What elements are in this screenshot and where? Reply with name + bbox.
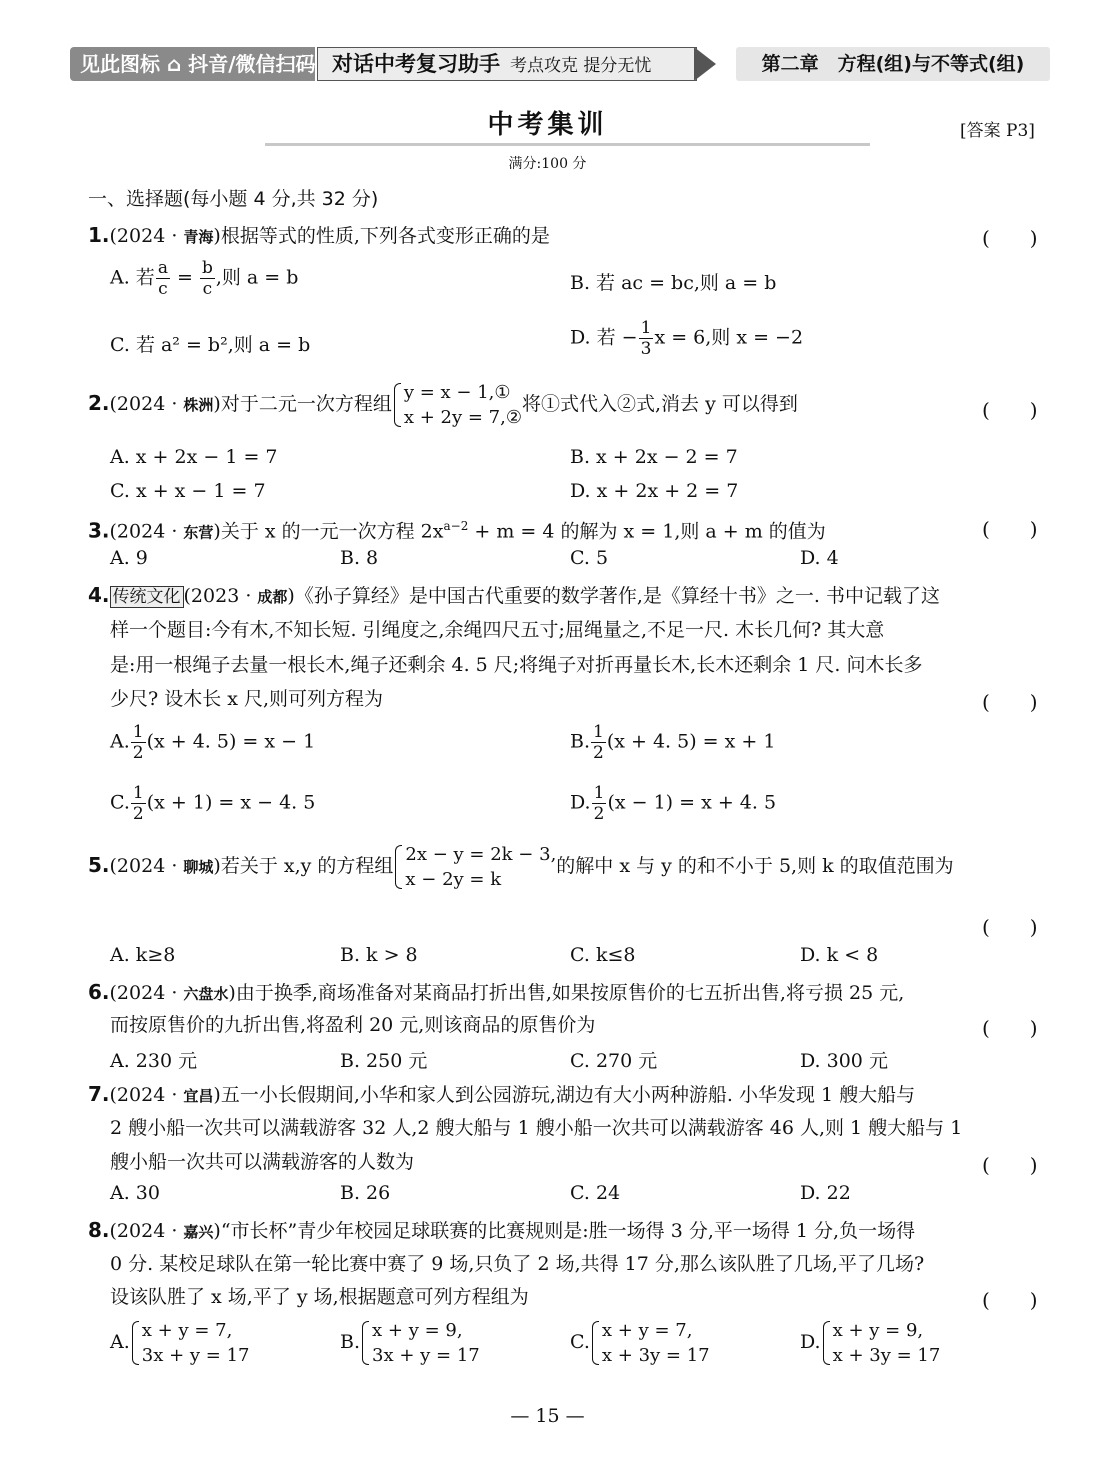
q8-option-d <box>800 1318 940 1368</box>
q6-option-a: A. 230 元 <box>110 1050 198 1072</box>
source: 东营 <box>183 523 214 542</box>
stem-text: )由于换季,商场准备对某商品打折出售,如果按原售价的七五折出售,将亏损 25 元, <box>228 982 905 1004</box>
question-4-line-2: 样一个题目:今有木,不知长短. 引绳度之,余绳四尺五寸;屈绳量之,不足一尺. 木长几何? 其大意 <box>110 619 885 641</box>
q7-option-c: C. 24 <box>570 1182 621 1204</box>
answer-blank: ( ) <box>982 517 1038 541</box>
question-4-line-1 <box>88 582 940 610</box>
equation-system <box>590 1318 710 1368</box>
year: (2024 · <box>109 855 184 877</box>
chapter-title: 第二章 方程(组)与不等式(组) <box>736 47 1050 81</box>
option-label: B. <box>340 1331 361 1353</box>
q4-option-c <box>110 783 315 824</box>
stem-text: 将①式代入②式,消去 y 可以得到 <box>521 393 798 415</box>
numerator: 1 <box>593 783 605 803</box>
answer-reference: [答案 P3] <box>960 121 1035 141</box>
q2-option-a: A. x + 2x − 1 = 7 <box>110 446 278 468</box>
stem-text: )五一小长假期间,小华和家人到公园游玩,湖边有大小两种游船. 小华发现 1 艘大船与 <box>213 1084 916 1106</box>
question-8-line-3: 设该队胜了 x 场,平了 y 场,根据题意可列方程组为 <box>110 1286 529 1308</box>
year: (2024 · <box>109 982 184 1004</box>
source: 青海 <box>183 228 214 246</box>
question-number: 7. <box>88 1082 110 1106</box>
q5-option-a: A. k≥8 <box>110 944 176 966</box>
page-title: 中考集训 <box>487 110 608 140</box>
answer-blank: ( ) <box>982 398 1038 422</box>
q2-option-b: B. x + 2x − 2 = 7 <box>570 446 738 468</box>
denominator: 2 <box>132 804 144 824</box>
q8-option-c <box>570 1318 710 1368</box>
denominator: 2 <box>593 804 605 824</box>
title-underline <box>265 143 870 146</box>
stem-text: )对于二元一次方程组 <box>213 393 392 415</box>
answer-blank: ( ) <box>982 1016 1038 1040</box>
q1-option-c: C. 若 a² = b²,则 a = b <box>110 334 311 356</box>
option-text: (x + 1) = x − 4. 5 <box>146 791 316 814</box>
fraction <box>591 722 606 763</box>
denominator: 3 <box>640 339 652 359</box>
equation: 2x − y = 2k − 3, <box>405 844 557 865</box>
question-6-line-1 <box>88 979 904 1007</box>
stem-text: )根据等式的性质,下列各式变形正确的是 <box>213 225 550 247</box>
option-label: B. <box>570 730 591 753</box>
q8-option-a <box>110 1318 250 1368</box>
year: (2024 · <box>109 1084 184 1106</box>
numerator: 1 <box>132 722 144 742</box>
answer-blank: ( ) <box>982 690 1038 714</box>
q1-option-b: B. 若 ac = bc,则 a = b <box>570 272 777 294</box>
q1-option-d <box>570 318 803 359</box>
equation-system <box>393 842 556 892</box>
option-text: (x − 1) = x + 4. 5 <box>607 791 777 814</box>
question-5-stem <box>88 842 954 892</box>
source: 六盘水 <box>183 985 229 1003</box>
question-6-line-2: 而按原售价的九折出售,将盈利 20 元,则该商品的原售价为 <box>110 1014 596 1036</box>
culture-badge: 传统文化 <box>110 586 184 608</box>
question-1-stem <box>88 222 550 250</box>
option-text: (x + 4. 5) = x − 1 <box>146 730 316 753</box>
option-label: D. <box>570 791 591 814</box>
question-7-line-2: 2 艘小船一次共可以满载游客 32 人,2 艘大船与 1 艘小船一次共可以满载游客 46 人,则 1 艘大船与 1 <box>110 1117 963 1139</box>
q7-option-b: B. 26 <box>340 1182 391 1204</box>
banner-scan-label: 见此图标 ⌂ 抖音/微信扫码 <box>70 47 315 81</box>
question-number: 4. <box>88 583 110 607</box>
q5-option-d: D. k < 8 <box>800 944 879 966</box>
q2-option-d: D. x + 2x + 2 = 7 <box>570 480 739 502</box>
stem-text: )关于 x 的一元一次方程 2x <box>213 520 444 543</box>
question-number: 8. <box>88 1218 110 1242</box>
source: 成都 <box>257 588 288 606</box>
fraction <box>200 258 215 299</box>
equation: x + y = 7, <box>601 1320 693 1341</box>
q3-option-c: C. 5 <box>570 547 609 569</box>
question-8-line-2: 0 分. 某校足球队在第一轮比赛中赛了 9 场,只负了 2 场,共得 17 分,那么该队胜了几场,平了几场? <box>110 1253 925 1275</box>
denominator: 2 <box>132 743 144 763</box>
year: (2024 · <box>109 520 184 543</box>
numerator: a <box>157 258 168 278</box>
option-label: A. <box>110 730 130 753</box>
fraction <box>639 318 654 359</box>
year: (2023 · <box>183 585 258 607</box>
banner-assistant-slogan: 考点攻克 提分无忧 <box>510 56 652 76</box>
q1-option-a: A. 若 $\frac{a}{c}$ = $\frac{b}{c}$ ,则 a = b <box>110 258 299 299</box>
option-label: A. <box>110 1331 130 1353</box>
q7-option-d: D. 22 <box>800 1182 851 1204</box>
equation-system <box>130 1318 250 1368</box>
q3-option-a: A. 9 <box>110 547 148 569</box>
q7-option-a: A. 30 <box>110 1182 160 1204</box>
equation: 3x + y = 17 <box>141 1345 250 1366</box>
equation: 3x + y = 17 <box>372 1345 480 1366</box>
year: (2024 · <box>109 1220 184 1242</box>
option-label: C. <box>110 791 130 814</box>
equation: x + y = 9, <box>832 1320 924 1341</box>
denominator: 2 <box>593 743 604 763</box>
option-label: D. 若 − <box>570 326 638 349</box>
year: (2024 · <box>109 393 184 415</box>
question-number: 2. <box>88 391 110 415</box>
stem-text: )《孙子算经》是中国古代重要的数学著作,是《算经十书》之一. 书中记载了这 <box>287 585 940 607</box>
q4-option-d <box>570 783 776 824</box>
question-number: 6. <box>88 980 110 1004</box>
answer-blank: ( ) <box>982 1153 1038 1177</box>
q6-option-b: B. 250 元 <box>340 1050 428 1072</box>
equation: x + 2y = 7,② <box>403 407 522 428</box>
stem-text: )“市长杯”青少年校园足球联赛的比赛规则是:胜一场得 3 分,平一场得 1 分,负一场得 <box>213 1220 916 1242</box>
source: 宜昌 <box>183 1087 214 1105</box>
exponent: a−2 <box>443 519 469 533</box>
equation-system <box>821 1318 941 1368</box>
equation: y = x − 1,① <box>403 382 511 403</box>
stem-text: + m = 4 的解为 x = 1,则 a + m 的值为 <box>468 520 826 543</box>
question-2-stem <box>88 380 798 430</box>
fraction <box>131 722 146 763</box>
banner-assistant-title: 对话中考复习助手 <box>332 52 500 76</box>
question-4-line-4: 少尺? 设木长 x 尺,则可列方程为 <box>110 688 384 710</box>
numerator: 1 <box>132 783 144 803</box>
equation: x + y = 7, <box>141 1320 233 1341</box>
question-number: 1. <box>88 223 110 247</box>
q4-option-a <box>110 722 315 763</box>
q8-option-b <box>340 1318 480 1368</box>
banner-assistant <box>317 47 697 81</box>
question-3-stem <box>88 513 826 545</box>
q5-option-c: C. k≤8 <box>570 944 636 966</box>
source: 嘉兴 <box>183 1223 214 1241</box>
option-label: A. 若 <box>110 266 155 289</box>
equation: x + 3y = 17 <box>832 1345 941 1366</box>
option-text: (x + 4. 5) = x + 1 <box>606 730 776 753</box>
denominator: c <box>202 279 213 299</box>
option-tail: x = 6,则 x = −2 <box>654 326 804 349</box>
page-number: — 15 — <box>510 1405 585 1427</box>
q4-option-b <box>570 722 775 763</box>
banner-arrow-icon <box>694 47 716 81</box>
numerator: 1 <box>640 318 652 338</box>
question-number: 3. <box>88 518 110 543</box>
option-tail: ,则 a = b <box>215 266 299 289</box>
q3-option-b: B. 8 <box>340 547 379 569</box>
answer-blank: ( ) <box>982 915 1038 939</box>
stem-text: 的解中 x 与 y 的和不小于 5,则 k 的取值范围为 <box>556 855 954 877</box>
equation: x + 3y = 17 <box>601 1345 710 1366</box>
q3-option-d: D. 4 <box>800 547 839 569</box>
q6-option-c: C. 270 元 <box>570 1050 658 1072</box>
q2-option-c: C. x + x − 1 = 7 <box>110 480 266 502</box>
question-8-line-1 <box>88 1217 915 1245</box>
source: 聊城 <box>183 858 214 876</box>
answer-blank: ( ) <box>982 226 1038 250</box>
fraction <box>156 258 170 299</box>
option-label: C. <box>570 1331 590 1353</box>
section-heading: 一、选择题(每小题 4 分,共 32 分) <box>88 188 379 210</box>
fraction <box>592 783 607 824</box>
year: (2024 · <box>109 225 184 247</box>
equation-system <box>392 380 522 430</box>
fraction <box>131 783 146 824</box>
stem-text: )若关于 x,y 的方程组 <box>213 855 394 877</box>
numerator: b <box>201 258 213 278</box>
equation: x + y = 9, <box>372 1320 463 1341</box>
equation-system <box>360 1318 480 1368</box>
source: 株洲 <box>183 396 214 414</box>
answer-blank: ( ) <box>982 1288 1038 1312</box>
question-7-line-3: 艘小船一次共可以满载游客的人数为 <box>110 1151 415 1173</box>
option-label: D. <box>800 1331 821 1353</box>
denominator: c <box>158 279 168 299</box>
question-number: 5. <box>88 853 110 877</box>
q6-option-d: D. 300 元 <box>800 1050 888 1072</box>
question-7-line-1 <box>88 1081 915 1109</box>
equation: x − 2y = k <box>405 869 502 890</box>
full-score: 满分:100 分 <box>508 156 587 172</box>
q5-option-b: B. k > 8 <box>340 944 418 966</box>
question-4-line-3: 是:用一根绳子去量一根长木,绳子还剩余 4. 5 尺;将绳子对折再量长木,长木还剩余 1 尺. 问木长多 <box>110 654 923 676</box>
numerator: 1 <box>593 722 604 742</box>
